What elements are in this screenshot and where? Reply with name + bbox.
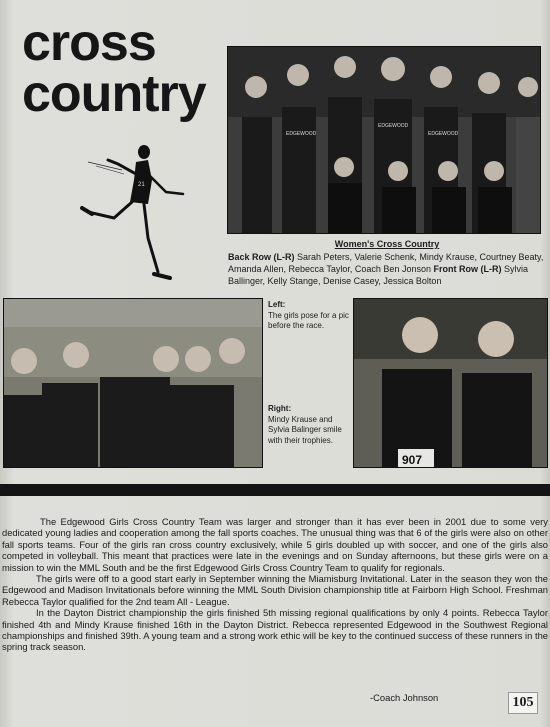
svg-text:21: 21 <box>138 182 145 188</box>
story-signoff: -Coach Johnson <box>370 692 439 703</box>
story-paragraph-3: In the Dayton District championship the girls finished 5th missing regional qualifications by only 4 points. Rebecca Taylor finished 4th and Mindy Krause finished 16th in the Dayton District. Rebecca represented Edgewood in the Southwest Regional championships and finished 39th. A young team and a strong work ethic will be key to the continued success of these runners in the spring track season. <box>2 607 548 653</box>
race-bib-number: 907 <box>402 453 423 467</box>
right-photo <box>353 298 548 468</box>
svg-text:EDGEWOOD: EDGEWOOD <box>378 123 409 129</box>
right-photo-caption <box>268 404 350 446</box>
right-caption-label: Right: <box>268 404 292 413</box>
story-paragraph-1: The Edgewood Girls Cross Country Team was larger and stronger than it has ever been in 2001 due to some very dedicated young ladies and cooperation among the fall sports coaches. The unusual thing was that 6 of the girls were also on other fall sports teams. Four of the girls ran cross country exclusively, while 5 girls doubled up with soccer, and one of the girls also competed in volleyball. This meant that practices were late in the evenings and on Sunday afternoons, but these girls were on a mission to win the MML South and be the first Edgewood Girls Cross Country Team to qualify for regionals. <box>2 516 548 573</box>
story-text <box>2 516 548 653</box>
back-row-names: Sarah Peters, Valerie Schenk, Mindy Krause, Courtney Beaty, Amanda Allen, Rebecca Taylor, Coach Ben Jonson <box>228 252 544 274</box>
team-photo <box>227 46 541 234</box>
left-photo-caption <box>268 300 350 332</box>
team-photo-caption <box>228 238 546 287</box>
title-line-1: cross <box>22 14 156 72</box>
page-title <box>22 14 206 123</box>
svg-text:EDGEWOOD: EDGEWOOD <box>428 131 459 137</box>
front-row-label: Front Row (L-R) <box>433 264 502 274</box>
team-jersey-text: EDGEWOOD <box>286 131 317 137</box>
divider-bar <box>0 484 550 496</box>
title-line-2: country <box>22 64 206 123</box>
left-caption-label: Left: <box>268 300 286 309</box>
front-row-names: Sylvia Ballinger, Kelly Stange, Denise Casey, Jessica Bolton <box>228 264 528 286</box>
back-row-label: Back Row (L-R) <box>228 252 295 262</box>
left-photo <box>3 298 263 468</box>
page-number: 105 <box>508 692 538 714</box>
left-caption-text: The girls pose for a pic before the race. <box>268 310 349 330</box>
story-paragraph-2: The girls were off to a good start early in September winning the Miamisburg Invitational. Later in the season they won the Edgewood and Madison Invitationals before winning the MML South Division championship title at Fairborn High School. Freshman Rebecca Taylor qualified for the 2nd team All - League. <box>2 573 548 607</box>
runner-illustration <box>78 140 193 288</box>
right-caption-text: Mindy Krause and Sylvia Balinger smile with their trophies. <box>268 414 342 445</box>
caption-heading: Women's Cross Country <box>334 239 440 249</box>
